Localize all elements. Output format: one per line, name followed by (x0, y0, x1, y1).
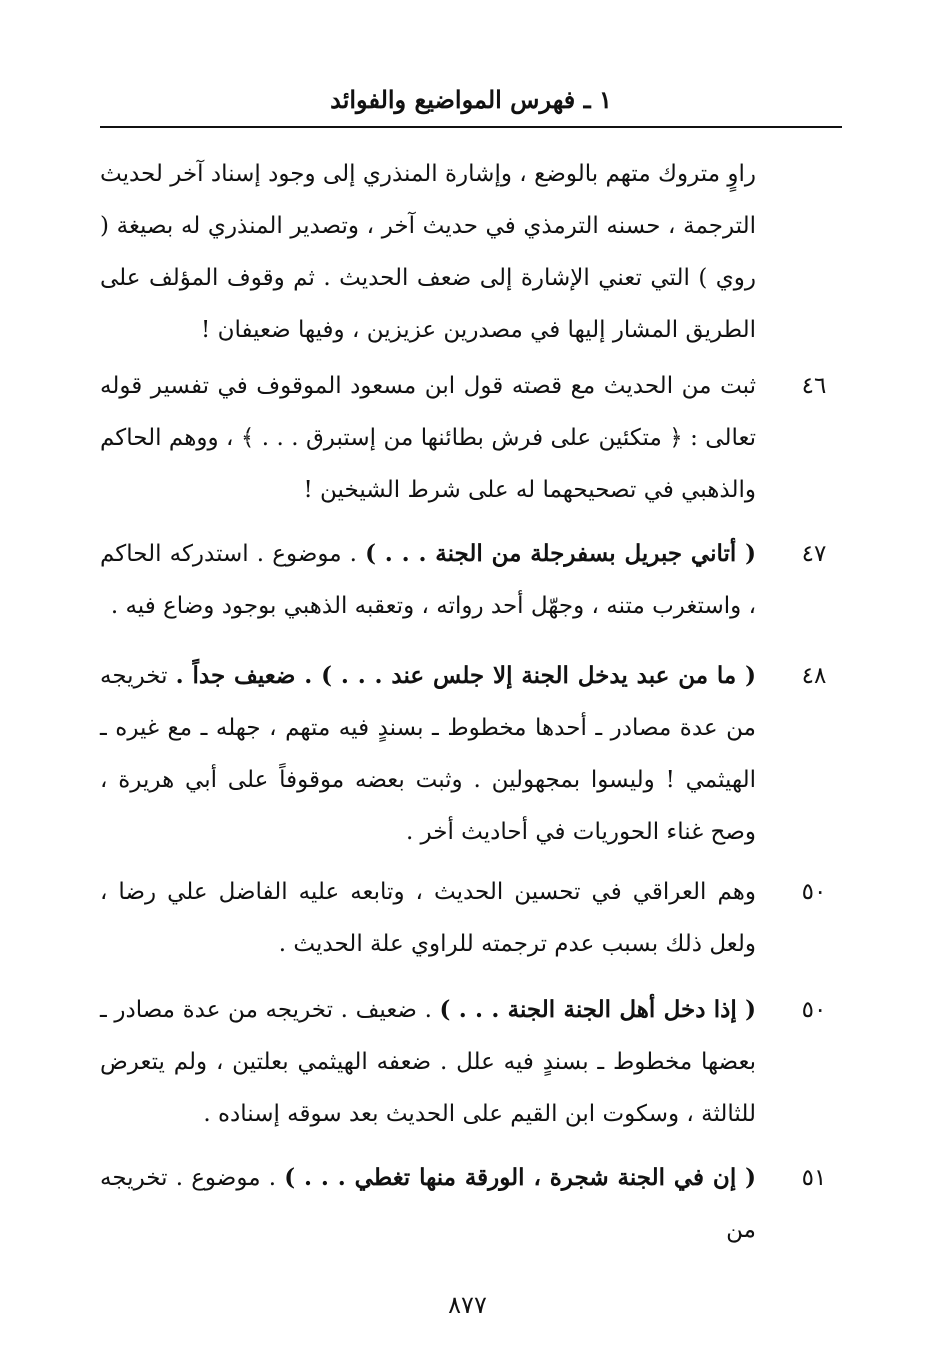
entry-number: ٤٨ (801, 663, 827, 689)
entry-number: ٥١ (801, 1165, 827, 1191)
entry-title: ( ما من عبد يدخل الجنة إلا جلس عند . . . ) . ضعيف جداً . (175, 662, 756, 689)
continuation-paragraph: راوٍ متروك متهم بالوضع ، وإشارة المنذري إلى وجود إسناد آخر لحديث الترجمة ، حسنه الترمذي في حديث آخر ، وتصدير المنذري له بصيغة ( روي ) التي تعني الإشارة إلى ضعف الحديث . ثم وقوف المؤلف على الطريق المشار إليها في مصدرين عزيزين ، وفيها ضعيفان ! (100, 161, 756, 343)
entry-number: ٥٠ (801, 879, 827, 905)
entry-body: ثبت من الحديث مع قصته قول ابن مسعود الموقوف في تفسير قوله تعالى : ﴿ متكئين على فرش بطائنها من إستبرق . . . ﴾ ، ووهم الحاكم والذهبي في تصحيحهما له على شرط الشيخين ! (100, 373, 756, 503)
entry-body: . ضعيف . تخريجه من عدة مصادر ـ بعضها مخطوط ـ بسندٍ فيه علل . ضعفه الهيثمي بعلتين ، ولم يتعرض للثالثة ، وسكوت ابن القيم على الحديث بعد سوقه إسناده . (100, 997, 756, 1127)
entry-number: ٤٧ (801, 541, 827, 567)
entry-text (100, 528, 756, 632)
entry-title: ( أتاني جبريل بسفرجلة من الجنة . . . ) (365, 540, 756, 567)
entry-text (100, 984, 756, 1140)
page-number: ٨٧٧ (448, 1291, 487, 1319)
entry-body: . موضوع . تخريجه من (100, 1165, 756, 1243)
entry-text (100, 866, 756, 970)
entry-body: وهم العراقي في تحسين الحديث ، وتابعه عليه الفاضل علي رضا ، ولعل ذلك بسبب عدم ترجمته للراوي علة الحديث . (100, 879, 756, 957)
running-header: ١ ـ فهرس المواضيع والفوائد (330, 85, 612, 114)
entry-number: ٥٠ (801, 997, 827, 1023)
entry-text (100, 360, 756, 516)
entry-text (100, 1152, 756, 1256)
entry-title: ( إن في الجنة شجرة ، الورقة منها تغطي . . . ) (284, 1164, 756, 1191)
entry-body: تخريجه من عدة مصادر ـ أحدها مخطوط ـ بسندٍ فيه متهم ، جهله ـ مع غيره ـ الهيثمي ! وليسوا بمجهولين . وثبت بعضه موقوفاً على أبي هريرة ، وصح غناء الحوريات في أحاديث أخر . (100, 663, 756, 845)
entry-title: ( إذا دخل أهل الجنة الجنة . . . ) (439, 996, 756, 1023)
entry-body: . موضوع . استدركه الحاكم ، واستغرب متنه ، وجهّل أحد رواته ، وتعقبه الذهبي بوجود وضاع فيه . (100, 541, 756, 619)
header-rule (100, 126, 842, 128)
entry-number: ٤٦ (801, 373, 827, 399)
entry-text (100, 650, 756, 858)
